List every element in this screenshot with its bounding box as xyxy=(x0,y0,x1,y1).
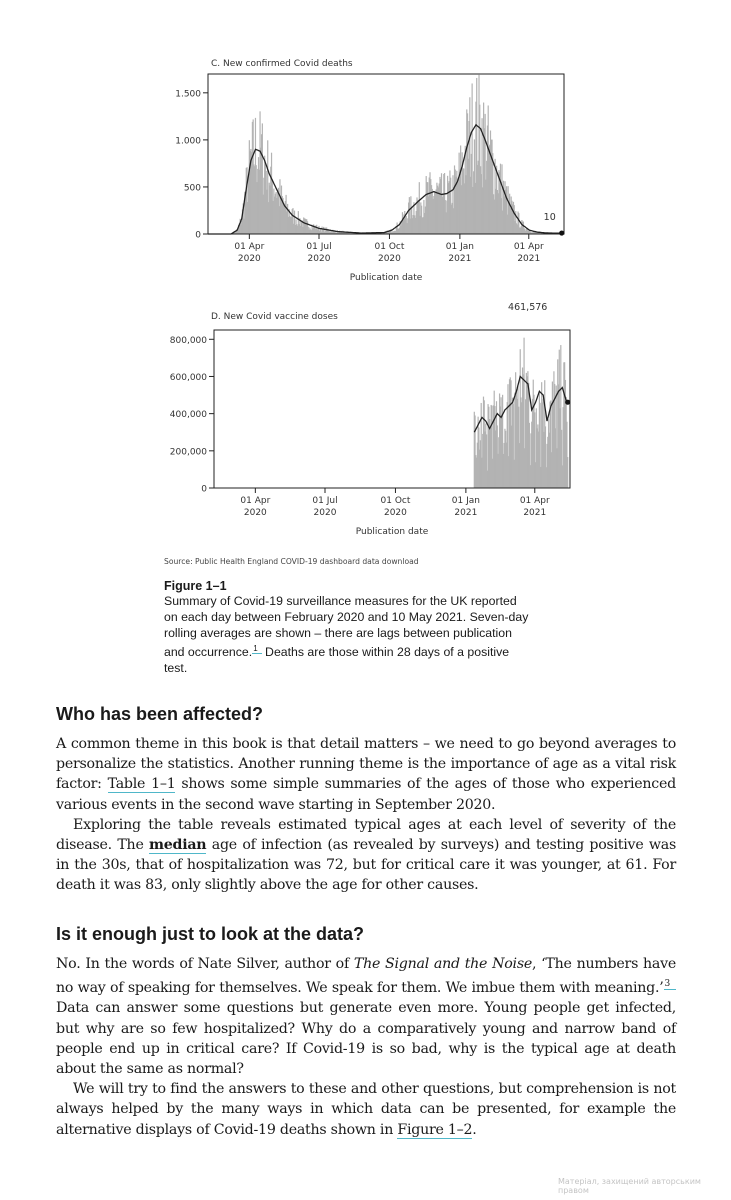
figure-source: Source: Public Health England COVID-19 dashboard data download xyxy=(164,557,419,566)
y-tick-label: 1.500 xyxy=(175,89,201,100)
y-tick-label: 0 xyxy=(201,484,207,495)
x-tick-label: 2020 xyxy=(313,508,337,518)
x-tick-label: 01 Apr xyxy=(234,242,265,252)
x-axis-title: Publication date xyxy=(349,273,423,283)
x-tick-label: 01 Oct xyxy=(374,242,405,252)
paragraph-text: A common theme in this book is that detail matters – we need to go beyond averages to personalize the statistics. Another running theme is the importance of age as a vital risk factor: xyxy=(56,736,676,793)
y-tick-label: 600,000 xyxy=(169,372,207,383)
x-tick-label: 01 Jul xyxy=(312,496,338,506)
x-tick-label: 2021 xyxy=(448,254,472,264)
book-title: The Signal and the Noise xyxy=(353,956,533,972)
chart-d-title: D. New Covid vaccine doses xyxy=(211,312,338,322)
caption-title: Figure 1–1 xyxy=(164,579,227,593)
x-tick-label: 2021 xyxy=(523,508,547,518)
x-tick-label: 2020 xyxy=(377,254,401,264)
caption-text: Deaths are those within 28 days of a positive xyxy=(261,645,510,659)
glossary-term-link[interactable]: median xyxy=(148,837,207,854)
x-tick-label: 2020 xyxy=(237,254,261,264)
paragraph-text: . xyxy=(472,1121,477,1138)
x-tick-label: 01 Jan xyxy=(445,242,474,252)
paragraph xyxy=(56,1079,676,1140)
figure-caption xyxy=(164,579,584,676)
y-tick-label: 1.000 xyxy=(175,136,201,147)
y-tick-label: 800,000 xyxy=(169,335,207,346)
end-point-label: 10 xyxy=(543,212,556,224)
caption-body xyxy=(164,593,584,676)
cross-reference-link[interactable]: Table 1–1 xyxy=(107,776,176,793)
end-point-label: 461,576 xyxy=(508,302,548,314)
chart-c-title: C. New confirmed Covid deaths xyxy=(211,59,353,69)
x-tick-label: 2020 xyxy=(307,254,331,264)
x-axis-title: Publication date xyxy=(355,527,429,537)
section-heading-look-at-data: Is it enough just to look at the data? xyxy=(56,924,365,944)
x-tick-label: 2021 xyxy=(454,508,478,518)
x-tick-label: 01 Apr xyxy=(519,496,550,506)
x-tick-label: 01 Apr xyxy=(513,242,544,252)
daily-bar xyxy=(567,457,568,488)
daily-bars xyxy=(474,338,569,488)
end-point-marker xyxy=(565,400,570,405)
paragraph-text: We will try to find the answers to these and other questions, but comprehension is not always helped by the many ways in which data can be presented, for example the alternative displays of Covid-19 deaths shown in xyxy=(56,1081,676,1138)
caption-text: and occurrence. xyxy=(164,645,253,659)
caption-line: Summary of Covid-19 surveillance measures for the UK reported xyxy=(164,594,517,608)
y-tick-label: 0 xyxy=(195,230,201,241)
section-heading-who-affected: Who has been affected? xyxy=(56,704,264,724)
footnote-link[interactable]: 1 xyxy=(252,644,261,654)
paragraph-text: Exploring the table reveals estimated typical ages at each level of severity of the disease. The xyxy=(56,816,676,854)
caption-line xyxy=(164,641,584,660)
section-body-look-at-data xyxy=(56,954,676,1140)
x-tick-label: 2021 xyxy=(517,254,541,264)
y-tick-label: 200,000 xyxy=(169,447,207,458)
x-tick-label: 01 Oct xyxy=(380,496,411,506)
paragraph-text: No. In the words of Nate Silver, author of xyxy=(56,956,354,972)
x-tick-label: 2020 xyxy=(383,508,407,518)
paragraph-text: shows some simple summaries of the ages of those who experienced various events in the second wave starting in September 2020. xyxy=(56,776,676,813)
footnote-link[interactable]: 3 xyxy=(664,979,676,990)
chart-c-deaths xyxy=(150,70,580,290)
caption-line: test. xyxy=(164,661,188,675)
x-tick-label: 01 Jan xyxy=(451,496,480,506)
paragraph xyxy=(56,954,676,1079)
section-body-who-affected xyxy=(56,734,676,896)
x-tick-label: 2020 xyxy=(243,508,267,518)
x-tick-label: 01 Apr xyxy=(240,496,271,506)
paragraph xyxy=(56,815,676,896)
watermark: Матеріал, захищений авторським правом xyxy=(558,1177,701,1195)
caption-line: on each day between February 2020 and 10 May 2021. Seven-day xyxy=(164,610,529,624)
caption-line: rolling averages are shown – there are lags between publication xyxy=(164,626,512,640)
paragraph-text: age of infection (as revealed by surveys) and testing positive was in the 30s, that of hospitalization was 72, but for critical care it was younger, at 61. For death it was 83, only slightly above the age for other causes. xyxy=(56,837,676,894)
x-tick-label: 01 Jul xyxy=(306,242,332,252)
y-tick-label: 500 xyxy=(183,183,201,194)
paragraph xyxy=(56,734,676,815)
y-tick-label: 400,000 xyxy=(169,410,207,421)
paragraph-text: Data can answer some questions but generate even more. Young people get infected, but why are so few hospitalized? Why do a comparatively young and narrow band of people end up in critical care? If Covid-19 is so bad, why is the typical age at death about the same as normal? xyxy=(56,1000,676,1078)
cross-reference-link[interactable]: Figure 1–2 xyxy=(397,1121,473,1138)
paragraph-text: , ‘The numbers have no way of speaking for themselves. We speak for them. We imbue them with meaning.’ xyxy=(56,956,676,997)
end-point-marker xyxy=(559,230,564,235)
